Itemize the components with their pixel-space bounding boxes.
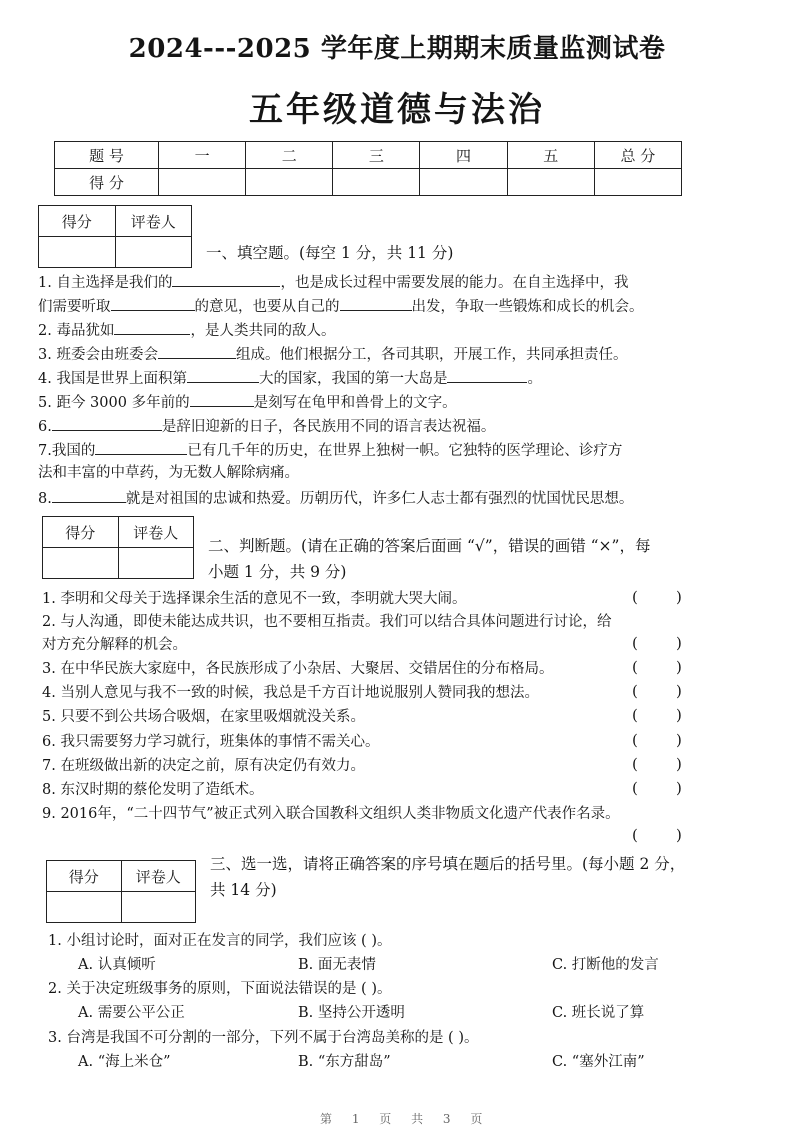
choice-option-b[interactable]: B. “东方甜岛” [298,1054,391,1070]
section1-heading: 一、填空题。(每空 1 分，共 11 分) [206,244,454,262]
answer-blank[interactable] [114,318,190,335]
choice-option-c[interactable]: C. “塞外江南” [552,1054,645,1070]
grader-score-cell[interactable] [47,892,122,923]
choice-option-b[interactable]: B. 面无表情 [298,957,376,973]
subject-title: 五年级道德与法治 [249,90,545,130]
answer-blank[interactable] [111,294,195,311]
grader-box-section3 [46,860,196,923]
choice-option-b[interactable]: B. 坚持公开透明 [298,1005,405,1021]
score-table-header-row [55,142,682,169]
choice-option-c[interactable]: C. 班长说了算 [552,1005,645,1021]
judge-question-2-cont: 对方充分解释的机会。 [42,637,187,653]
score-cell[interactable] [333,169,420,196]
score-header-cell: 题 号 [55,142,159,169]
fill-question-6: 6. 是辞旧迎新的日子，各民族用不同的语言表达祝福。 [38,414,495,438]
grader-score-label: 得分 [39,206,116,237]
judge-question-9: 9. 2016年，“二十四节气”被正式列入联合国教科文组织人类非物质文化遗产代表作名录。 [42,806,620,822]
answer-paren[interactable]: ( ) [632,779,682,797]
answer-paren[interactable]: ( ) [632,634,682,652]
answer-paren[interactable]: ( ) [632,755,682,773]
choice-option-a[interactable]: A. “海上米仓” [78,1054,171,1070]
page-footer: 第 1 页 共 3 页 [320,1112,491,1126]
grader-name-cell[interactable] [118,548,194,579]
grader-name-label: 评卷人 [115,206,192,237]
score-row-label: 得 分 [55,169,159,196]
grader-name-label: 评卷人 [121,861,196,892]
fill-question-8: 8. 就是对祖国的忠诚和热爱。历朝历代，许多仁人志士都有强烈的忧国忧民思想。 [38,486,633,510]
grader-name-label: 评卷人 [118,517,194,548]
score-header-cell: 二 [246,142,333,169]
answer-blank[interactable] [158,342,236,359]
judge-question-5: 5. 只要不到公共场合吸烟，在家里吸烟就没关系。 [42,709,365,725]
answer-blank[interactable] [52,486,126,503]
answer-blank[interactable] [52,414,162,431]
score-header-cell: 五 [507,142,594,169]
choice-question-3: 3. 台湾是我国不可分割的一部分，下列不属于台湾岛美称的是 ( )。 [48,1030,479,1046]
choice-question-1: 1. 小组讨论时，面对正在发言的同学，我们应该 ( )。 [48,933,392,949]
choice-option-a[interactable]: A. 需要公平公正 [78,1005,185,1021]
score-cell[interactable] [159,169,246,196]
grader-name-cell[interactable] [121,892,196,923]
score-header-cell: 总 分 [594,142,681,169]
judge-question-8: 8. 东汉时期的蔡伦发明了造纸术。 [42,782,264,798]
choice-question-2: 2. 关于决定班级事务的原则，下面说法错误的是 ( )。 [48,981,392,997]
judge-question-3: 3. 在中华民族大家庭中，各民族形成了小杂居、大聚居、交错居住的分布格局。 [42,661,554,677]
judge-question-7: 7. 在班级做出新的决定之前，原有决定仍有效力。 [42,758,365,774]
score-header-cell: 一 [159,142,246,169]
answer-blank[interactable] [187,366,259,383]
answer-paren[interactable]: ( ) [632,588,682,606]
score-cell[interactable] [420,169,507,196]
score-cell[interactable] [246,169,333,196]
score-cell[interactable] [507,169,594,196]
choice-option-a[interactable]: A. 认真倾听 [78,957,156,973]
answer-blank[interactable] [95,438,187,455]
fill-question-2: 2. 毒品犹如 ，是人类共同的敌人。 [38,318,335,342]
grader-box-section1 [38,205,192,268]
section2-heading-cont: 小题 1 分，共 9 分) [208,563,347,581]
score-header-cell: 三 [333,142,420,169]
score-header-cell: 四 [420,142,507,169]
fill-question-1: 1. 自主选择是我们的 ，也是成长过程中需要发展的能力。在自主选择中，我 [38,270,628,294]
fill-question-5: 5. 距今 3000 多年前的 是刻写在龟甲和兽骨上的文字。 [38,390,457,414]
grader-score-cell[interactable] [39,237,116,268]
answer-blank[interactable] [340,294,412,311]
answer-paren[interactable]: ( ) [632,731,682,749]
section3-heading-cont: 共 14 分) [210,881,277,899]
grader-box-section2 [42,516,194,579]
answer-paren[interactable]: ( ) [632,826,682,844]
exam-title: 2024---2025 学年度上期期末质量监测试卷 [128,34,666,64]
choice-option-c[interactable]: C. 打断他的发言 [552,957,659,973]
answer-paren[interactable]: ( ) [632,682,682,700]
fill-question-1-cont: 们需要听取 的意见，也要从自己的 出发，争取一些锻炼和成长的机会。 [38,294,644,318]
judge-question-6: 6. 我只需要努力学习就行，班集体的事情不需关心。 [42,734,380,750]
answer-blank[interactable] [172,270,280,287]
score-cell[interactable] [594,169,681,196]
fill-question-3: 3. 班委会由班委会 组成。他们根据分工，各司其职，开展工作，共同承担责任。 [38,342,627,366]
grader-score-label: 得分 [43,517,119,548]
answer-paren[interactable]: ( ) [632,706,682,724]
fill-question-4: 4. 我国是世界上面积第 大的国家，我国的第一大岛是 。 [38,366,542,390]
judge-question-4: 4. 当别人意见与我不一致的时候，我总是千方百计地说服别人赞同我的想法。 [42,685,539,701]
fill-question-7: 7.我国的 已有几千年的历史，在世界上独树一帜。它独特的医学理论、诊疗方 [38,438,622,462]
grader-score-cell[interactable] [43,548,119,579]
grader-score-label: 得分 [47,861,122,892]
grader-name-cell[interactable] [115,237,192,268]
fill-question-7-cont: 法和丰富的中草药，为无数人解除病痛。 [38,465,299,481]
answer-paren[interactable]: ( ) [632,658,682,676]
section3-heading: 三、选一选，请将正确答案的序号填在题后的括号里。(每小题 2 分， [210,855,686,873]
judge-question-2: 2. 与人沟通，即使未能达成共识，也不要相互指责。我们可以结合具体问题进行讨论，给 [42,614,612,630]
score-table [54,141,682,196]
answer-blank[interactable] [190,390,254,407]
answer-blank[interactable] [447,366,527,383]
score-table-score-row [55,169,682,196]
section2-heading: 二、判断题。(请在正确的答案后面画 “√”，错误的画错 “×”，每 [208,537,651,555]
judge-question-1: 1. 李明和父母关于选择课余生活的意见不一致，李明就大哭大闹。 [42,591,467,607]
